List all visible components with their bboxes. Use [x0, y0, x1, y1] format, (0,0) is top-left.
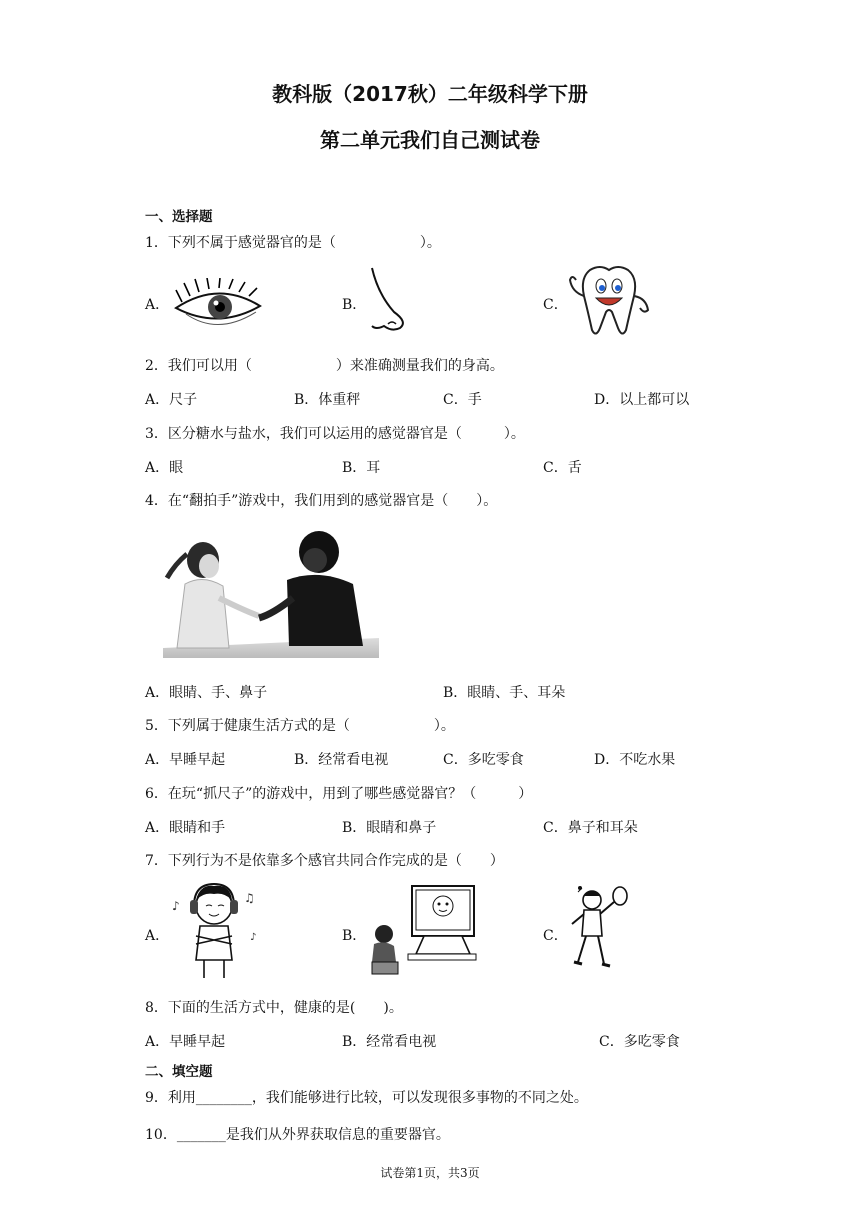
hand-clapping-game-photo: [163, 528, 379, 658]
question-10: 10．_______是我们从外界获取信息的重要器官。: [145, 1127, 450, 1143]
q1-option-b: B．: [342, 297, 367, 313]
eye-image: [172, 278, 264, 334]
q3-option-a: A．眼: [145, 460, 184, 476]
question-7: 7．下列行为不是依靠多个感官共同合作完成的是（ ）: [145, 853, 504, 869]
page-title: 教科版（2017秋）二年级科学下册: [272, 82, 588, 106]
watching-tv-image: [366, 884, 478, 976]
q2-option-a: A．尺子: [145, 392, 198, 408]
q3-option-c: C．舌: [543, 460, 582, 476]
q3-option-b: B．耳: [342, 460, 381, 476]
tooth-image: [566, 262, 652, 340]
q7-option-b: B．: [342, 928, 367, 944]
nose-image: [364, 266, 416, 336]
question-2: 2．我们可以用（ ）来准确测量我们的身高。: [145, 358, 504, 374]
section-choice-heading: 一、选择题: [145, 209, 213, 225]
q4-option-b: B．眼睛、手、耳朵: [443, 685, 566, 701]
q1-option-c: C．: [543, 297, 568, 313]
q8-option-a: A．早睡早起: [145, 1034, 226, 1050]
question-1: 1．下列不属于感觉器官的是（ ）。: [145, 235, 441, 251]
q2-option-c: C．手: [443, 392, 482, 408]
q8-option-b: B．经常看电视: [342, 1034, 437, 1050]
svg-text:♪: ♪: [250, 932, 257, 943]
section-fill-heading: 二、填空题: [145, 1064, 213, 1080]
q7-option-c: C．: [543, 928, 568, 944]
q8-option-c: C．多吃零食: [599, 1034, 680, 1050]
question-5: 5．下列属于健康生活方式的是（ ）。: [145, 718, 455, 734]
q5-option-d: D．不吃水果: [594, 752, 676, 768]
q5-option-c: C．多吃零食: [443, 752, 524, 768]
q4-option-a: A．眼睛、手、鼻子: [145, 685, 268, 701]
question-9: 9．利用________，我们能够进行比较，可以发现很多事物的不同之处。: [145, 1090, 588, 1106]
q6-option-b: B．眼睛和鼻子: [342, 820, 437, 836]
q2-option-d: D．以上都可以: [594, 392, 690, 408]
page-footer: 试卷第1页，共3页: [380, 1166, 480, 1180]
q6-option-c: C．鼻子和耳朵: [543, 820, 638, 836]
q6-option-a: A．眼睛和手: [145, 820, 226, 836]
q7-option-a: A．: [145, 928, 170, 944]
q5-option-a: A．早睡早起: [145, 752, 226, 768]
question-3: 3．区分糖水与盐水，我们可以运用的感觉器官是（ ）。: [145, 426, 525, 442]
svg-text:♪: ♪: [172, 899, 180, 913]
playing-badminton-image: [566, 884, 636, 976]
q1-option-a: A．: [145, 297, 170, 313]
question-4: 4．在“翻拍手”游戏中，我们用到的感觉器官是（ ）。: [145, 493, 498, 509]
q5-option-b: B．经常看电视: [294, 752, 389, 768]
svg-text:♫: ♫: [244, 891, 255, 905]
question-6: 6．在玩“抓尺子”的游戏中，用到了哪些感觉器官？（ ）: [145, 786, 533, 802]
page-subtitle: 第二单元我们自己测试卷: [320, 128, 540, 152]
q2-option-b: B．体重秤: [294, 392, 361, 408]
listening-music-image: [166, 880, 262, 980]
question-8: 8．下面的生活方式中，健康的是( )。: [145, 1000, 403, 1016]
